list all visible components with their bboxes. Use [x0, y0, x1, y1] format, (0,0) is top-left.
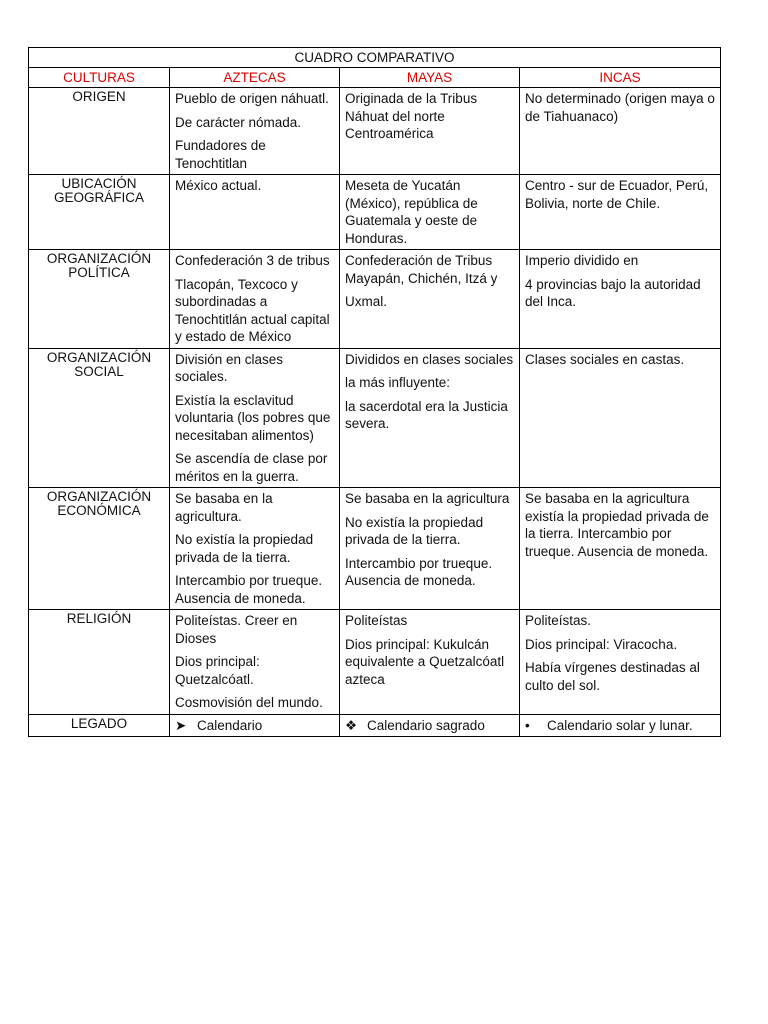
- cell-text: Politeístas: [345, 613, 408, 628]
- legado-aztecas-text: Calendario: [197, 717, 263, 733]
- cell-text: Intercambio por trueque. Ausencia de moneda.: [345, 555, 493, 588]
- cell-aztecas: [170, 88, 340, 175]
- table-row: [29, 250, 721, 349]
- cell-text: No existía la propiedad privada de la tierra.: [175, 532, 314, 565]
- legado-mayas-text: Calendario sagrado: [367, 717, 485, 733]
- cell-text: Divididos en clases sociales: [345, 351, 514, 367]
- cell-incas: [520, 175, 721, 250]
- cell-aztecas: [170, 250, 340, 349]
- cell-text: Confederación 3 de tribus: [175, 253, 330, 268]
- cell-text: Dios principal: Viracocha.: [525, 636, 678, 652]
- cell-text: Existía la esclavitud voluntaria (los pobres que necesitaban alimentos): [175, 392, 331, 443]
- row-label-line: POLÍTICA: [68, 265, 130, 280]
- diamond-bullet-icon: ❖: [345, 717, 358, 733]
- cell-text: Dios principal: Quetzalcóatl.: [175, 654, 260, 687]
- cell-text: Dios principal: Kukulcán equivalente a Quetzalcóatl azteca: [345, 636, 505, 687]
- cell-text: Confederación de Tribus Mayapán, Chichén, Itzá y: [345, 253, 498, 286]
- legado-incas: [520, 714, 721, 737]
- header-row: [29, 68, 721, 88]
- table-body: [29, 88, 721, 715]
- row-label-line: SOCIAL: [74, 363, 124, 379]
- cell-text: Tlacopán, Texcoco y subordinadas a Tenochtitlán actual capital y estado de México: [175, 276, 330, 344]
- cell-text: Originada de la Tribus Náhuat del norte Centroamérica: [345, 91, 478, 141]
- comparison-table: [28, 47, 721, 737]
- cell-aztecas: [170, 610, 340, 715]
- table-row: [29, 488, 721, 610]
- cell-mayas: [340, 250, 520, 349]
- cell-incas: [520, 88, 721, 175]
- cell-mayas: [340, 348, 520, 488]
- row-label-line: RELIGIÓN: [66, 611, 132, 626]
- header-culturas: CULTURAS: [29, 68, 170, 88]
- cell-incas: [520, 488, 721, 610]
- cell-text: Politeístas.: [525, 613, 592, 628]
- cell-incas: [520, 348, 721, 488]
- cell-aztecas: [170, 488, 340, 610]
- cell-text: la más influyente:: [345, 375, 451, 390]
- legado-incas-text: Calendario solar y lunar.: [547, 717, 693, 733]
- table-row: [29, 88, 721, 175]
- row-legado: [29, 714, 721, 737]
- cell-text: No existía la propiedad privada de la tierra.: [345, 514, 484, 547]
- cell-aztecas: [170, 348, 340, 488]
- header-incas: INCAS: [520, 68, 721, 88]
- row-label: [29, 88, 170, 175]
- cell-text: Uxmal.: [345, 294, 388, 309]
- cell-incas: [520, 610, 721, 715]
- cell-text: No determinado (origen maya o de Tiahuanaco): [525, 91, 715, 124]
- row-label-line: UBICACIÓN: [61, 176, 137, 191]
- cell-text: la sacerdotal era la Justicia severa.: [345, 398, 508, 431]
- cell-mayas: [340, 175, 520, 250]
- cell-text: Se ascendía de clase por méritos en la guerra.: [175, 451, 328, 484]
- cell-text: 4 provincias bajo la autoridad del Inca.: [525, 276, 701, 309]
- cell-mayas: [340, 610, 520, 715]
- table-row: [29, 610, 721, 715]
- cell-text: Se basaba en la agricultura.: [175, 491, 273, 524]
- row-label-line: GEOGRÁFICA: [53, 190, 144, 205]
- cell-text: División en clases sociales.: [175, 351, 284, 384]
- header-aztecas: AZTECAS: [170, 68, 340, 88]
- header-mayas: MAYAS: [340, 68, 520, 88]
- row-label-legado: LEGADO: [29, 714, 170, 737]
- cell-text: Imperio dividido en: [525, 253, 639, 268]
- cell-text: De carácter nómada.: [175, 114, 302, 130]
- cell-aztecas: [170, 175, 340, 250]
- cell-text: Clases sociales en castas.: [525, 351, 685, 367]
- row-label: [29, 610, 170, 715]
- row-label-line: ORGANIZACIÓN: [46, 489, 152, 504]
- cell-text: Fundadores de Tenochtitlan: [175, 138, 266, 171]
- legado-aztecas: [170, 714, 340, 737]
- cell-text: Se basaba en la agricultura existía la propiedad privada de la tierra. Intercambio por trueque. Ausencia de moneda.: [525, 491, 709, 559]
- legado-mayas: [340, 714, 520, 737]
- row-label: [29, 250, 170, 349]
- cell-text: Politeístas. Creer en Dioses: [175, 613, 298, 646]
- cell-text: Centro - sur de Ecuador, Perú, Bolivia, norte de Chile.: [525, 178, 709, 211]
- table-title: CUADRO COMPARATIVO: [29, 48, 721, 68]
- arrow-bullet-icon: ➤: [175, 717, 187, 733]
- row-label-line: ORIGEN: [72, 89, 126, 104]
- cell-text: México actual.: [175, 178, 262, 193]
- cell-incas: [520, 250, 721, 349]
- row-label: [29, 488, 170, 610]
- cell-text: Había vírgenes destinadas al culto del sol.: [525, 660, 700, 693]
- cell-mayas: [340, 488, 520, 610]
- cell-text: Cosmovisión del mundo.: [175, 695, 323, 710]
- dot-bullet-icon: •: [525, 717, 530, 733]
- title-row: [29, 48, 721, 68]
- cell-text: Meseta de Yucatán (México), república de Guatemala y oeste de Honduras.: [345, 178, 478, 246]
- row-label: [29, 175, 170, 250]
- row-label-line: ORGANIZACIÓN: [46, 349, 152, 365]
- row-label: [29, 348, 170, 488]
- row-label-line: ORGANIZACIÓN: [46, 251, 152, 266]
- cell-mayas: [340, 88, 520, 175]
- row-label-line: ECONÓMICA: [57, 503, 141, 518]
- table-row: [29, 175, 721, 250]
- cell-text: Se basaba en la agricultura: [345, 491, 510, 506]
- cell-text: Pueblo de origen náhuatl.: [175, 91, 329, 106]
- table-row: [29, 348, 721, 488]
- cell-text: Intercambio por trueque. Ausencia de moneda.: [175, 573, 323, 606]
